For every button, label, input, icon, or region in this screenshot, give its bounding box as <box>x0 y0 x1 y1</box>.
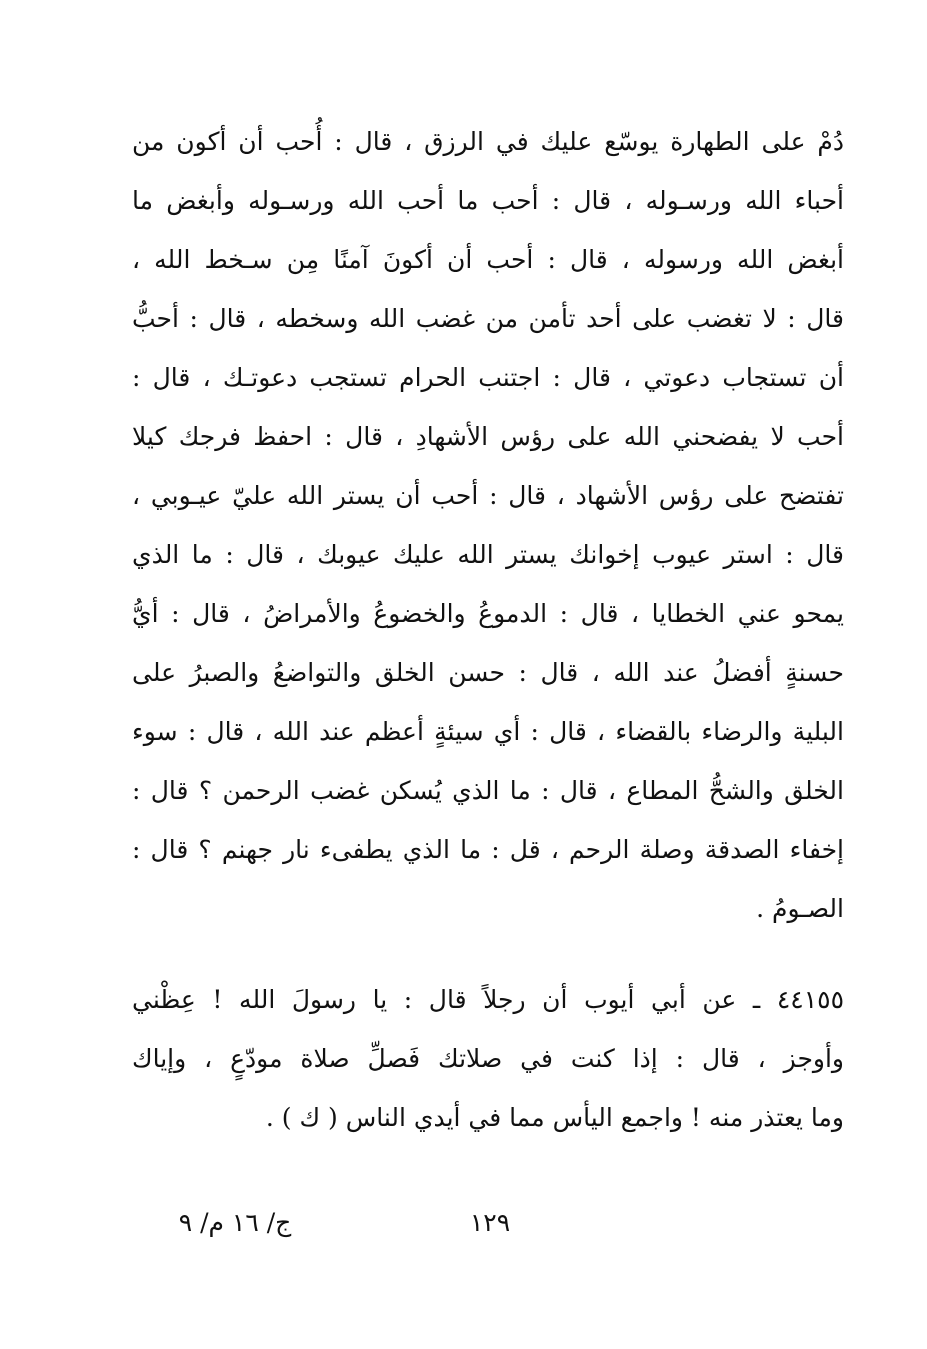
volume-signature: ج/ ١٦ م/ ٩ <box>178 1208 292 1237</box>
text-line: ٤٤١٥٥ ـ عن أبي أيوب أن رجلاً قال : يا رسولَ الله ! عِظْني <box>132 985 844 1014</box>
text-line: حسنةٍ أفضلُ عند الله ، قال : حسن الخلق والتواضعُ والصبرُ على <box>132 658 844 687</box>
text-line: إخفاء الصدقة وصلة الرحم ، قل : ما الذي يطفىء نار جهنم ؟ قال : <box>132 835 844 864</box>
text-line: قال : استر عيوب إخوانك يستر الله عليك عيوبك ، قال : ما الذي <box>132 540 844 569</box>
page-number: ١٢٩ <box>469 1208 511 1237</box>
text-line: دُمْ على الطهارة يوسّع عليك في الرزق ، قال : أُحب أن أكون من <box>132 127 844 156</box>
text-line: وأوجز ، قال : إذا كنت في صلاتك فَصلِّ صلاة مودّعٍ ، وإياك <box>132 1044 844 1073</box>
text-line: الخلق والشحُّ المطاع ، قال : ما الذي يُسكن غضب الرحمن ؟ قال : <box>132 776 844 805</box>
text-line: أبغض الله ورسوله ، قال : أحب أن أكونَ آمنًا مِن سـخط الله ، <box>132 245 844 274</box>
page-footer <box>0 1198 927 1248</box>
paragraph-1 <box>132 112 844 938</box>
text-line: أن تستجاب دعوتي ، قال : اجتنب الحرام تستجب دعوتـك ، قال : <box>132 363 844 392</box>
text-line: البلية والرضاء بالقضاء ، قال : أي سيئةٍ أعظم عند الله ، قال : سوء <box>132 717 844 746</box>
text-line: أحباء الله ورسـوله ، قال : أحب ما أحب الله ورسـوله وأبغض ما <box>132 186 844 215</box>
text-line: تفتضح على رؤس الأشهاد ، قال : أحب أن يستر الله عليّ عيـوبي ، <box>132 481 844 510</box>
text-line: قال : لا تغضب على أحد تأمن من غضب الله وسخطه ، قال : أحبُّ <box>132 304 844 333</box>
text-line: الصـومُ . <box>756 894 844 923</box>
text-line: يمحو عني الخطايا ، قال : الدموعُ والخضوعُ والأمراضُ ، قال : أيُّ <box>132 599 844 628</box>
text-line: وما يعتذر منه ! واجمع اليأس مما في أيدي الناس ( ك ) . <box>265 1103 844 1132</box>
paragraph-2 <box>132 970 844 1147</box>
text-line: أحب لا يفضحني الله على رؤس الأشهادِ ، قال : احفظ فرجك كيلا <box>132 422 844 451</box>
